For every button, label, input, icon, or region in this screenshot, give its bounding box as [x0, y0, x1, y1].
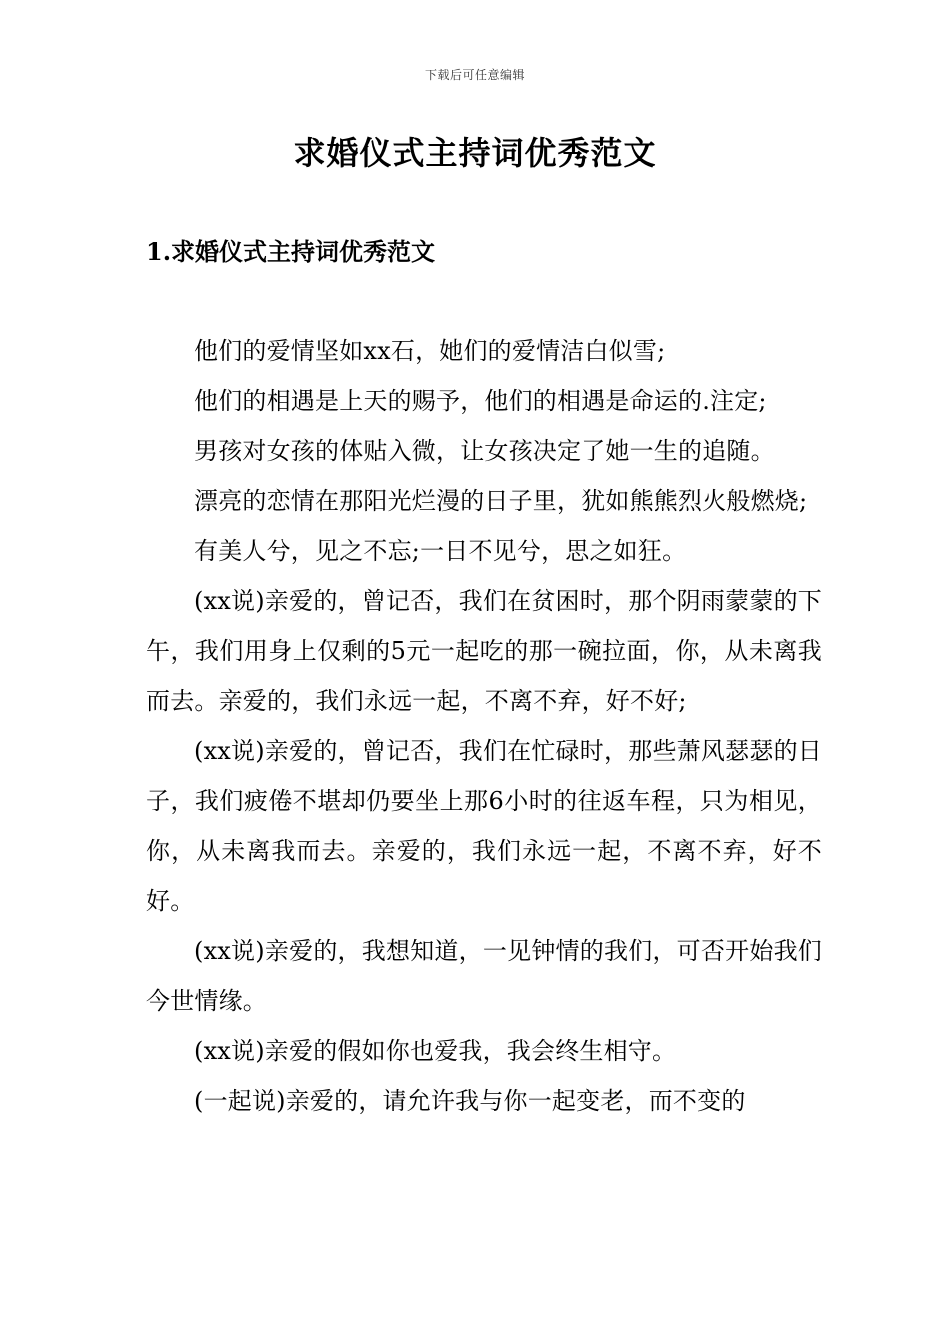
paragraph: 他们的相遇是上天的赐予，他们的相遇是命运的.注定;: [194, 387, 767, 415]
paragraph: 男孩对女孩的体贴入微，让女孩决定了她一生的追随。: [194, 437, 775, 465]
document-title: 求婚仪式主持词优秀范文: [293, 134, 657, 172]
paragraph: (一起说)亲爱的，请允许我与你一起变老，而不变的: [194, 1087, 746, 1115]
document-body: [146, 326, 822, 1126]
paragraph: (xx说)亲爱的，曾记否，我们在贫困时，那个阴雨蒙蒙的下午，我们用身上仅剩的5元一起吃的那一碗拉面，你，从未离我而去。亲爱的，我们永远一起，不离不弃，好不好;: [146, 587, 822, 715]
section-heading: 1.求婚仪式主持词优秀范文: [146, 237, 436, 266]
paragraph: (xx说)亲爱的，我想知道，一见钟情的我们，可否开始我们今世情缘。: [146, 937, 822, 1015]
paragraph: (xx说)亲爱的假如你也爱我，我会终生相守。: [194, 1037, 677, 1065]
paragraph: 漂亮的恋情在那阳光烂漫的日子里，犹如熊熊烈火般燃烧;: [194, 487, 808, 515]
page-header-note: 下载后可任意编辑: [424, 68, 525, 82]
paragraph: (xx说)亲爱的，曾记否，我们在忙碌时，那些萧风瑟瑟的日子，我们疲倦不堪却仍要坐上那6小时的往返车程，只为相见，你，从未离我而去。亲爱的，我们永远一起，不离不弃，好不好。: [146, 737, 822, 915]
paragraph: 有美人兮，见之不忘;一日不见兮，思之如狂。: [194, 537, 687, 565]
paragraph: 他们的爱情坚如xx石，她们的爱情洁白似雪;: [194, 337, 666, 365]
